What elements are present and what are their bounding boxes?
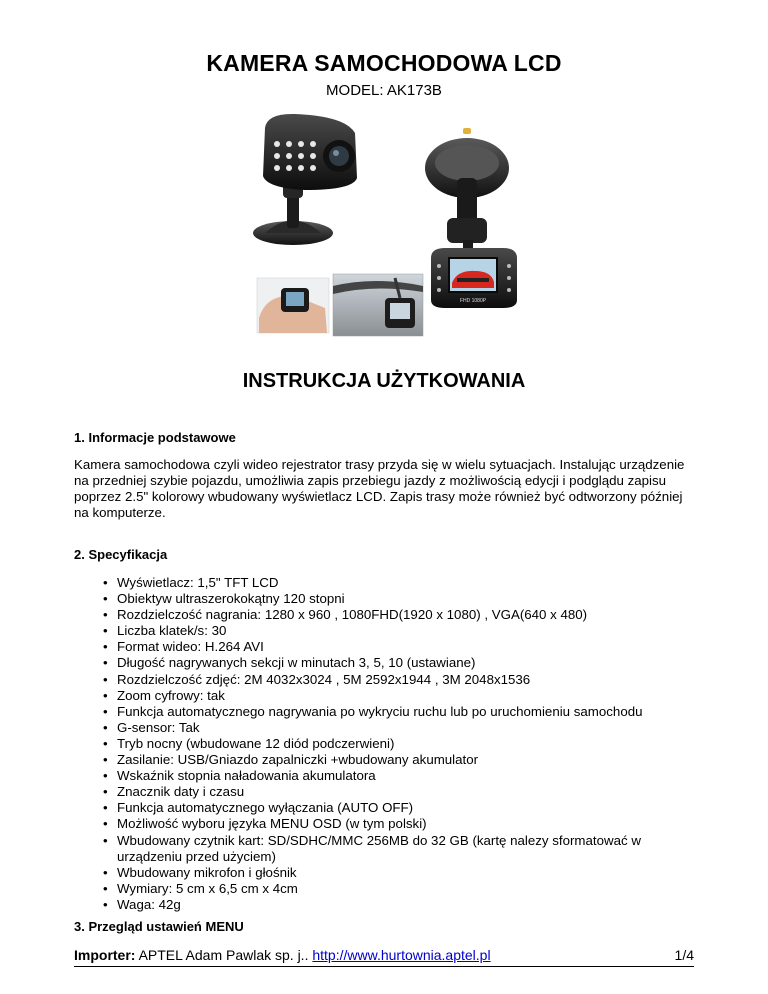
- spec-item: • Wyświetlacz: 1,5" TFT LCD: [103, 575, 279, 590]
- section-2-heading: 2. Specyfikacja: [74, 547, 168, 562]
- section-1-body: Kamera samochodowa czyli wideo rejestrator trasy przyda się w wielu sytuacjach. Instalując urządzenie na przedniej szybie pojazdu, umożliwia zapis przebiegu jazdy z możliwością edycji i podglądu zapisu poprzez 2.5" kolorowy wbudowany wyświetlacz LCD. Zapis trasy może również być odtworzony później na komputerze.: [74, 457, 685, 520]
- spec-item: • Wbudowany mikrofon i głośnik: [103, 864, 297, 880]
- section-3-heading: 3. Przegląd ustawień MENU: [74, 918, 244, 934]
- spec-item: • Zasilanie: USB/Gniazdo zapalniczki +wbudowany akumulator: [103, 752, 479, 768]
- page-footer: [74, 947, 694, 967]
- camera-back-photo: [425, 128, 517, 308]
- bullet: •: [103, 752, 108, 768]
- bullet: •: [103, 575, 108, 590]
- camera-in-hand-photo: [257, 278, 329, 333]
- spec-item: • Wymiary: 5 cm x 6,5 cm x 4cm: [103, 880, 298, 896]
- manual-title: INSTRUKCJA UŻYTKOWANIA: [242, 370, 526, 392]
- page-number: 1/4: [674, 947, 694, 963]
- bullet: •: [103, 896, 108, 912]
- windshield-photo: [333, 274, 423, 336]
- bullet: •: [103, 655, 108, 671]
- footer-divider: [74, 966, 694, 967]
- importer-name: APTEL Adam Pawlak sp. j..: [138, 947, 309, 963]
- bullet: •: [103, 832, 108, 848]
- bullet: •: [103, 719, 108, 735]
- spec-item: • Znacznik daty i czasu: [103, 784, 245, 800]
- spec-item: • Funkcja automatycznego nagrywania po wykryciu ruchu lub po uruchomieniu samochodu: [103, 703, 643, 719]
- bullet: •: [103, 816, 108, 832]
- spec-item: • Format wideo: H.264 AVI: [103, 639, 264, 655]
- screen-label: FHD 1080P: [459, 298, 487, 304]
- spec-item: • Rozdzielczość nagrania: 1280 x 960 , 1080FHD(1920 x 1080) , VGA(640 x 480): [103, 607, 588, 623]
- bullet: •: [103, 800, 108, 816]
- specification-list: [74, 575, 698, 913]
- spec-item: • Wskaźnik stopnia naładowania akumulatora: [103, 768, 376, 784]
- spec-item: • Liczba klatek/s: 30: [103, 623, 227, 639]
- bullet: •: [103, 864, 108, 880]
- spec-item: • Zoom cyfrowy: tak: [103, 687, 225, 703]
- spec-item: • Rozdzielczość zdjęć: 2M 4032x3024 , 5M 2592x1944 , 3M 2048x1536: [103, 671, 531, 687]
- spec-item: • G-sensor: Tak: [103, 719, 200, 735]
- bullet: •: [103, 703, 108, 719]
- bullet: •: [103, 671, 108, 687]
- product-photos: [245, 108, 530, 343]
- manual-content: [74, 430, 698, 935]
- spec-item: • Możliwość wyboru języka MENU OSD (w tym polski): [103, 816, 427, 832]
- model-number: MODEL: AK173B: [326, 82, 442, 99]
- bullet: •: [103, 591, 108, 607]
- bullet: •: [103, 735, 108, 751]
- bullet: •: [103, 639, 108, 655]
- spec-item: • Długość nagrywanych sekcji w minutach 3, 5, 10 (ustawiane): [103, 655, 476, 671]
- bullet: •: [103, 784, 108, 800]
- camera-front-photo: [253, 114, 357, 245]
- bullet: •: [103, 880, 108, 896]
- spec-item: • Wbudowany czytnik kart: SD/SDHC/MMC 256MB do 32 GB (kartę nalezy sformatować w urządzeniu przed użyciem): [103, 832, 641, 864]
- bullet: •: [103, 768, 108, 784]
- spec-item: • Obiektyw ultraszerokokątny 120 stopni: [103, 591, 345, 607]
- spec-item: • Tryb nocny (wbudowane 12 diód podczerwieni): [103, 735, 395, 751]
- bullet: •: [103, 607, 108, 623]
- importer-website-link[interactable]: http://www.hurtownia.aptel.pl: [312, 947, 491, 963]
- section-1-heading: 1. Informacje podstawowe: [74, 430, 236, 445]
- bullet: •: [103, 623, 108, 639]
- spec-item: • Waga: 42g: [103, 896, 181, 912]
- spec-item: • Funkcja automatycznego wyłączania (AUTO OFF): [103, 800, 414, 816]
- bullet: •: [103, 687, 108, 703]
- page-title: KAMERA SAMOCHODOWA LCD: [206, 50, 562, 76]
- importer-label: Importer:: [74, 947, 136, 963]
